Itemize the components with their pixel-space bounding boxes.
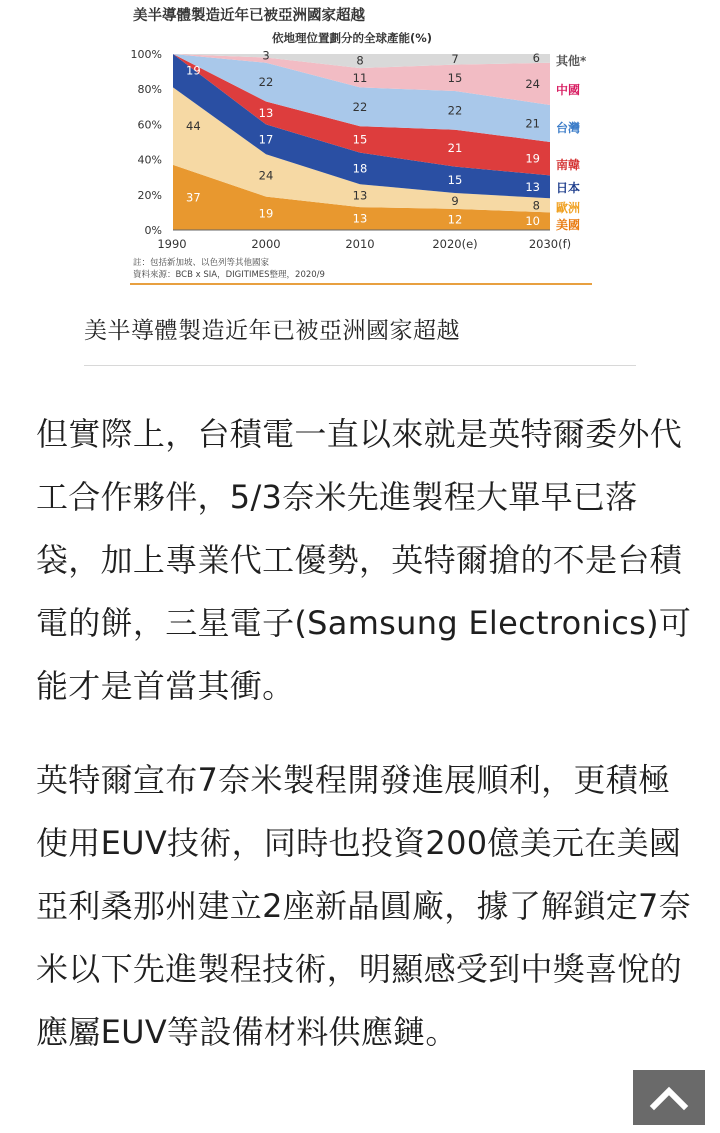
x-tick-label: 2020(e) — [432, 237, 478, 251]
y-tick-label: 20% — [137, 188, 162, 202]
chart-title: 美半導體製造近年已被亞洲國家超越 — [133, 8, 365, 24]
chart-note: 註：包括新加坡、以色列等其他國家 — [133, 258, 270, 268]
legend-label: 日本 — [556, 181, 581, 195]
data-label: 24 — [258, 168, 274, 183]
legend-label: 美國 — [556, 218, 581, 232]
legend-label: 台灣 — [556, 121, 581, 135]
back-to-top-button[interactable] — [633, 1070, 705, 1125]
data-label: 15 — [352, 132, 368, 147]
data-label: 12 — [447, 212, 463, 227]
x-tick-label: 2010 — [345, 237, 375, 251]
data-label: 8 — [356, 53, 364, 68]
data-label: 3 — [262, 48, 270, 63]
figure-caption: 美半導體製造近年已被亞洲國家超越 — [84, 318, 460, 344]
data-label: 21 — [525, 116, 540, 131]
legend-label: 南韓 — [556, 158, 581, 172]
y-tick-label: 80% — [137, 83, 162, 97]
article-paragraph: 但實際上，台積電一直以來就是英特爾委外代工合作夥伴，5/3奈米先進製程大單早已落袋，加上專業代工優勢，英特爾搶的不是台積電的餅，三星電子(Samsung Electronics)可能才是首當其衝。 — [36, 415, 692, 705]
data-label: 18 — [352, 161, 368, 176]
legend-label: 中國 — [556, 83, 581, 97]
chart-figure — [0, 0, 720, 290]
x-tick-label: 2000 — [251, 237, 281, 251]
data-label: 24 — [525, 76, 540, 91]
data-label: 21 — [447, 141, 463, 156]
data-label: 10 — [525, 214, 540, 229]
data-label: 22 — [258, 75, 274, 90]
caption-divider — [84, 365, 636, 366]
data-label: 8 — [532, 198, 540, 213]
y-tick-label: 60% — [137, 118, 162, 132]
data-label: 11 — [352, 70, 368, 85]
chart-source: 資料來源：BCB x SIA，DIGITIMES整理，2020/9 — [133, 270, 325, 280]
data-label: 15 — [447, 172, 463, 187]
data-label: 17 — [258, 132, 274, 147]
data-label: 19 — [186, 63, 201, 78]
data-label: 22 — [352, 99, 368, 114]
data-label: 37 — [186, 190, 201, 205]
data-label: 22 — [447, 103, 463, 118]
data-label: 13 — [352, 188, 368, 203]
stacked-area-chart — [0, 0, 720, 290]
y-tick-label: 40% — [137, 153, 162, 167]
data-label: 13 — [352, 211, 368, 226]
data-label: 19 — [258, 206, 274, 221]
legend-label: 其他* — [556, 54, 587, 68]
chart-subtitle: 依地理位置劃分的全球產能(%) — [271, 31, 433, 45]
chevron-up-icon — [649, 1085, 689, 1111]
data-label: 13 — [258, 105, 274, 120]
data-label: 9 — [451, 193, 459, 208]
y-tick-label: 0% — [144, 224, 162, 237]
legend-label: 歐洲 — [556, 201, 581, 215]
data-label: 15 — [447, 70, 463, 85]
x-tick-label: 1990 — [157, 237, 187, 251]
data-label: 19 — [525, 151, 540, 166]
article-paragraph: 英特爾宣布7奈米製程開發進展順利，更積極使用EUV技術，同時也投資200億美元在美國亞利桑那州建立2座新晶圓廠，據了解鎖定7奈米以下先進製程技術，明顯感受到中獎喜悅的應屬EUV等設備材料供應鏈。 — [36, 761, 692, 1051]
data-label: 13 — [525, 179, 540, 194]
data-label: 7 — [451, 51, 459, 66]
y-tick-label: 100% — [130, 48, 162, 61]
data-label: 44 — [186, 119, 201, 134]
data-label: 6 — [532, 50, 540, 65]
x-tick-label: 2030(f) — [528, 237, 572, 251]
